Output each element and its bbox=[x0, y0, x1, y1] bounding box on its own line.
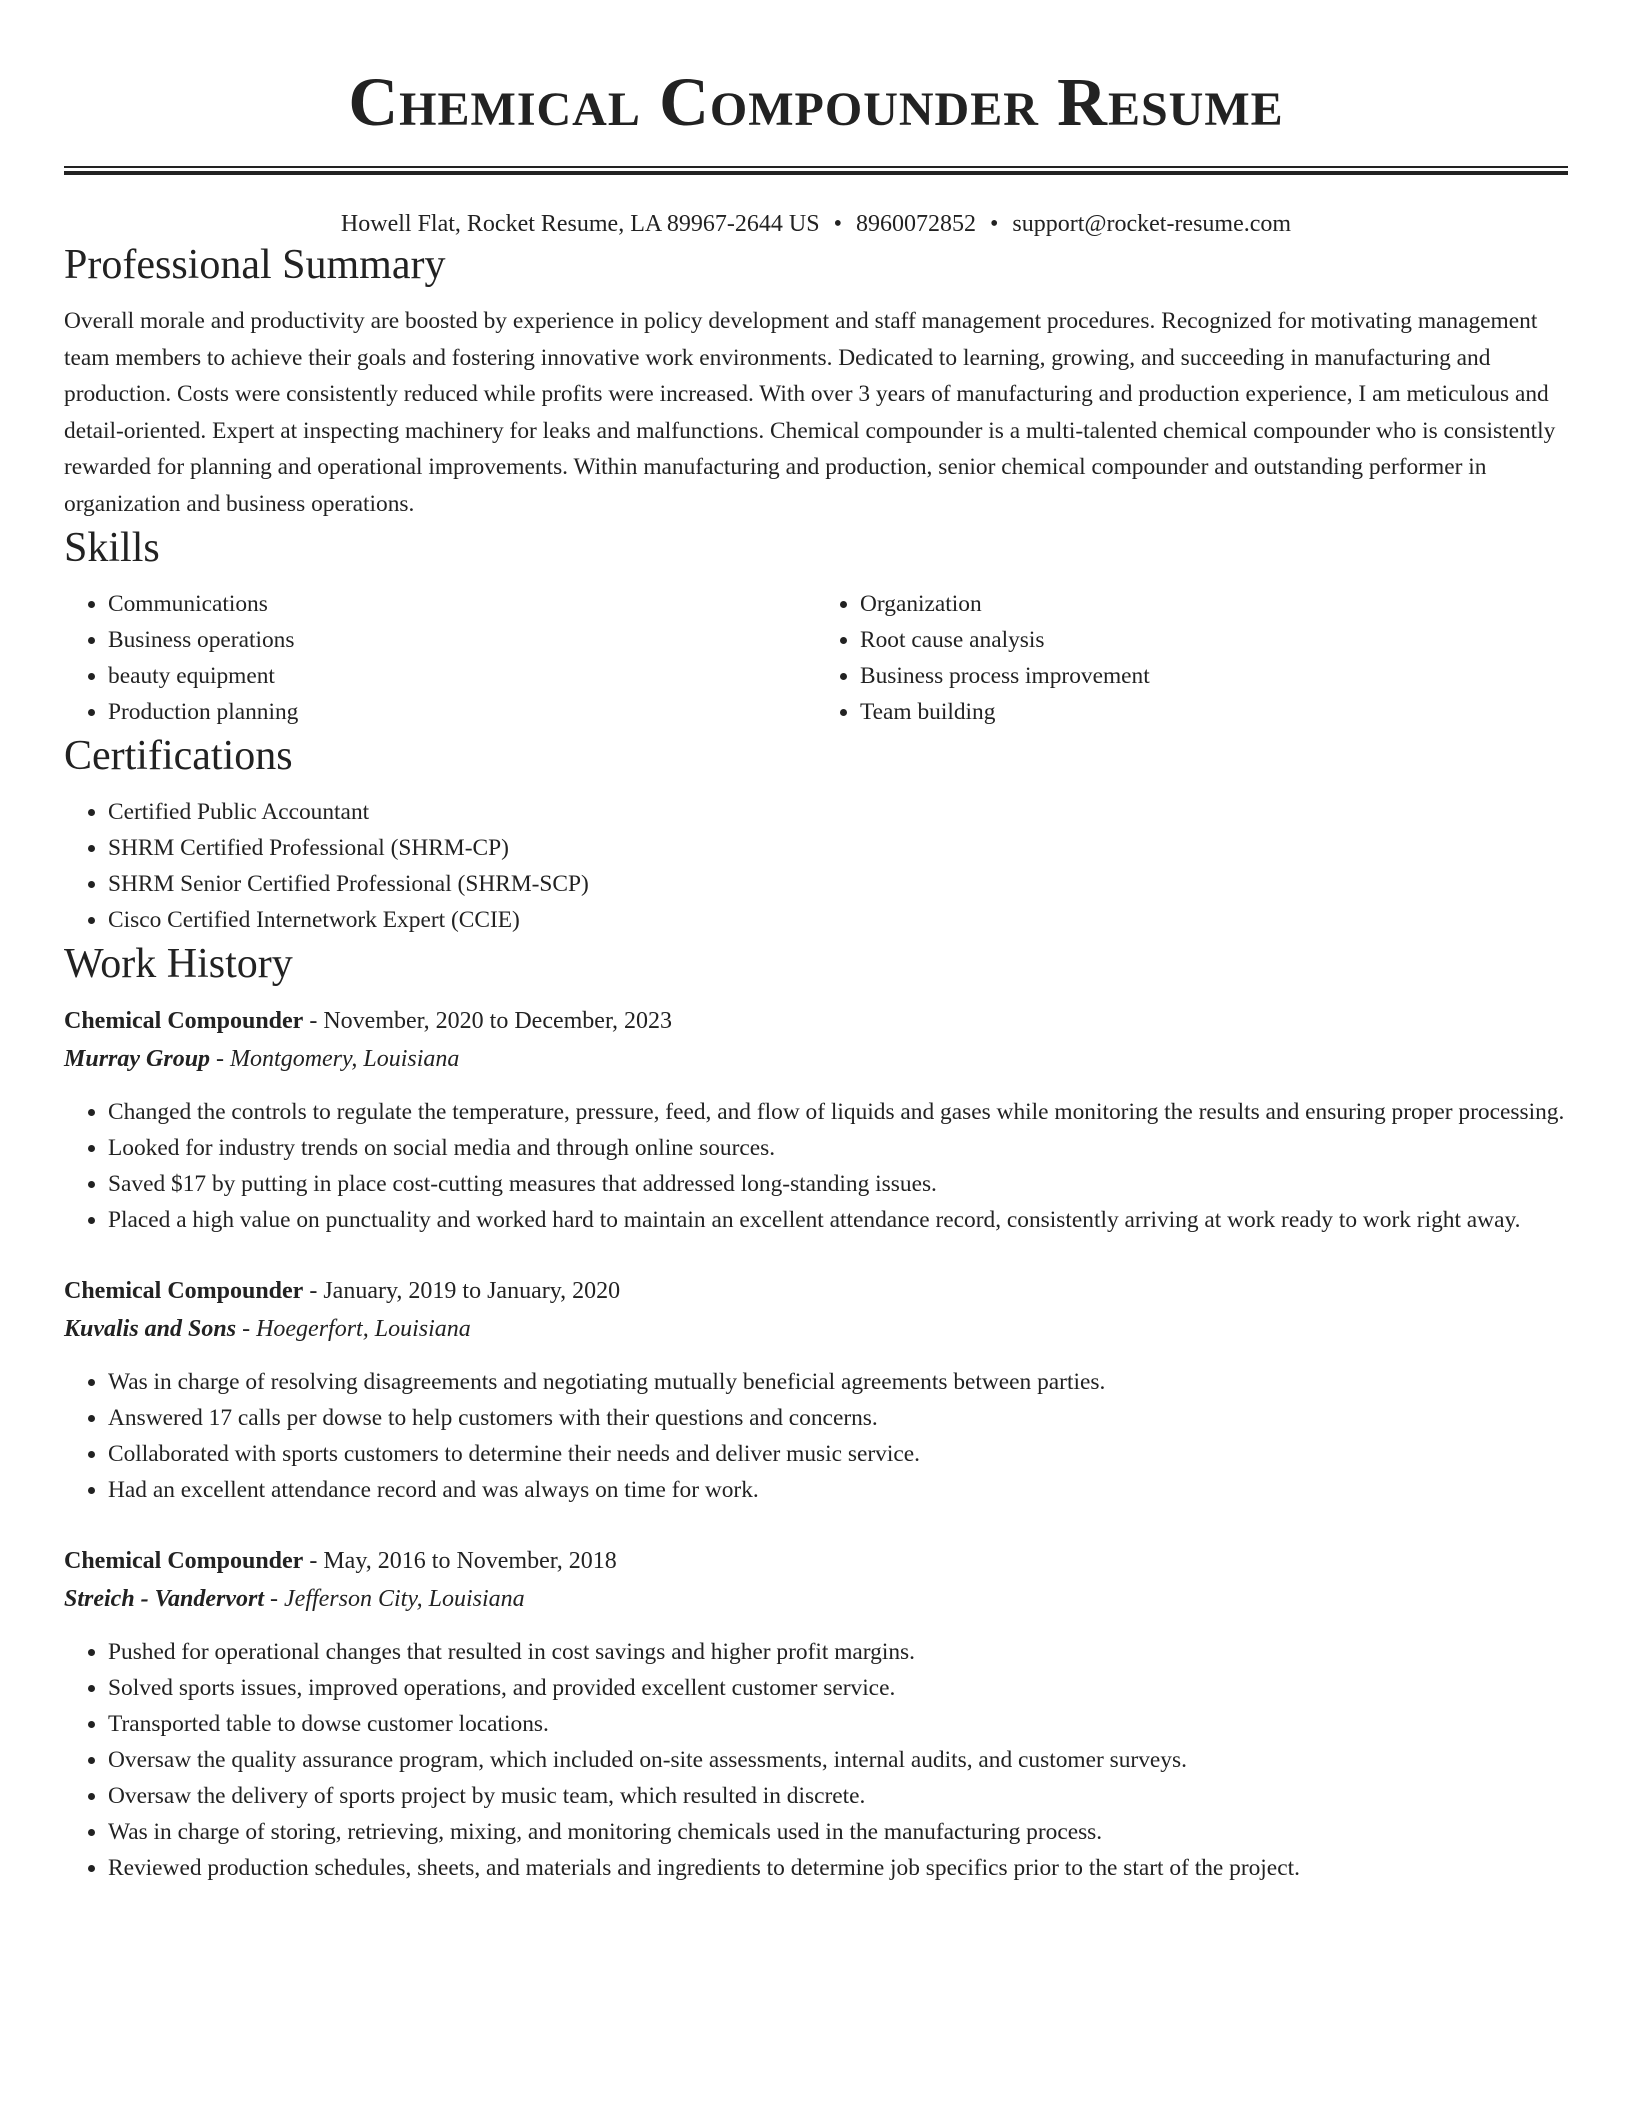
resume-title: Chemical Compounder Resume bbox=[348, 64, 1284, 140]
job-company: Murray Group bbox=[64, 1046, 211, 1072]
job-duties-list bbox=[64, 1094, 1568, 1238]
certifications-list bbox=[64, 794, 1568, 938]
certifications-heading: Certifications bbox=[64, 733, 293, 779]
job-title-line bbox=[64, 1542, 1568, 1580]
job-role: Chemical Compounder bbox=[64, 1008, 304, 1034]
job-duty-item: • Oversaw the delivery of sports project by music team, which resulted in discrete. bbox=[108, 1778, 1568, 1814]
skill-item: • beauty equipment bbox=[108, 658, 816, 694]
job-entry bbox=[64, 1542, 1568, 1886]
job-location: - Montgomery, Louisiana bbox=[210, 1046, 460, 1072]
contact-line bbox=[64, 209, 1568, 239]
job-company: Kuvalis and Sons bbox=[64, 1316, 237, 1342]
job-duty-item: • Oversaw the quality assurance program, which included on-site assessments, internal audits, and customer surveys. bbox=[108, 1742, 1568, 1778]
job-role: Chemical Compounder bbox=[64, 1278, 304, 1304]
skill-item: • Organization bbox=[860, 586, 1568, 622]
job-duty-item: • Was in charge of resolving disagreements and negotiating mutually beneficial agreements between parties. bbox=[108, 1364, 1568, 1400]
summary-heading: Professional Summary bbox=[64, 242, 446, 288]
certification-item: • Certified Public Accountant bbox=[108, 794, 1568, 830]
job-dates: - January, 2019 to January, 2020 bbox=[303, 1278, 621, 1304]
job-duty-item: • Saved $17 by putting in place cost-cutting measures that addressed long-standing issues. bbox=[108, 1166, 1568, 1202]
work-history-heading: Work History bbox=[64, 941, 293, 987]
job-role: Chemical Compounder bbox=[64, 1548, 304, 1574]
job-duty-item: • Answered 17 calls per dowse to help customers with their questions and concerns. bbox=[108, 1400, 1568, 1436]
job-duty-item: • Solved sports issues, improved operations, and provided excellent customer service. bbox=[108, 1670, 1568, 1706]
job-dates: - November, 2020 to December, 2023 bbox=[303, 1008, 672, 1034]
job-company-line bbox=[64, 1310, 1568, 1348]
skill-item: • Business process improvement bbox=[860, 658, 1568, 694]
skill-item: • Team building bbox=[860, 694, 1568, 730]
job-duty-item: • Had an excellent attendance record and was always on time for work. bbox=[108, 1472, 1568, 1508]
certification-item: • Cisco Certified Internetwork Expert (CCIE) bbox=[108, 902, 1568, 938]
job-duty-item: • Changed the controls to regulate the temperature, pressure, feed, and flow of liquids and gases while monitoring the results and ensuring proper processing. bbox=[108, 1094, 1568, 1130]
skill-item: • Production planning bbox=[108, 694, 816, 730]
job-company-line bbox=[64, 1580, 1568, 1618]
job-duty-item: • Placed a high value on punctuality and worked hard to maintain an excellent attendance record, consistently arriving at work ready to work right away. bbox=[108, 1202, 1568, 1238]
job-location: - Hoegerfort, Louisiana bbox=[236, 1316, 471, 1342]
skill-item: • Root cause analysis bbox=[860, 622, 1568, 658]
job-duty-item: • Reviewed production schedules, sheets, and materials and ingredients to determine job specifics prior to the start of the project. bbox=[108, 1850, 1568, 1886]
contact-email: support@rocket-resume.com bbox=[1012, 211, 1292, 237]
skills-heading: Skills bbox=[64, 525, 160, 571]
skills-list-left bbox=[64, 586, 816, 730]
contact-phone: 8960072852 bbox=[855, 211, 976, 237]
certification-item: • SHRM Senior Certified Professional (SHRM-SCP) bbox=[108, 866, 1568, 902]
job-duty-item: • Was in charge of storing, retrieving, mixing, and monitoring chemicals used in the manufacturing process. bbox=[108, 1814, 1568, 1850]
job-duties-list bbox=[64, 1364, 1568, 1508]
contact-separator: • bbox=[833, 211, 842, 237]
job-title-line bbox=[64, 1272, 1568, 1310]
job-dates: - May, 2016 to November, 2018 bbox=[303, 1548, 617, 1574]
contact-separator: • bbox=[989, 211, 999, 237]
job-duty-item: • Looked for industry trends on social media and through online sources. bbox=[108, 1130, 1568, 1166]
job-title-line bbox=[64, 1002, 1568, 1040]
skill-item: • Communications bbox=[108, 586, 816, 622]
job-entry bbox=[64, 1272, 1568, 1508]
job-entry bbox=[64, 1002, 1568, 1238]
skills-columns bbox=[64, 586, 1568, 730]
certification-item: • SHRM Certified Professional (SHRM-CP) bbox=[108, 830, 1568, 866]
job-duty-item: • Pushed for operational changes that resulted in cost savings and higher profit margins. bbox=[108, 1634, 1568, 1670]
job-company-line bbox=[64, 1040, 1568, 1078]
job-company: Streich - Vandervort bbox=[64, 1586, 265, 1612]
job-duty-item: • Transported table to dowse customer locations. bbox=[108, 1706, 1568, 1742]
job-duty-item: • Collaborated with sports customers to determine their needs and deliver music service. bbox=[108, 1436, 1568, 1472]
title-divider bbox=[64, 166, 1568, 175]
contact-address: Howell Flat, Rocket Resume, LA 89967-2644 US bbox=[340, 211, 820, 237]
job-duties-list bbox=[64, 1634, 1568, 1886]
job-location: - Jefferson City, Louisiana bbox=[264, 1586, 525, 1612]
skill-item: • Business operations bbox=[108, 622, 816, 658]
summary-text: Overall morale and productivity are boosted by experience in policy development and staff management procedures. Recognized for motivating management team members to achieve their goals and fostering innovative work environments. Dedicated to learning, growing, and succeeding in manufacturing and production. Costs were consistently reduced while profits were increased. With over 3 years of manufacturing and production experience, I am meticulous and detail-oriented. Expert at inspecting machinery for leaks and malfunctions. Chemical compounder is a multi-talented chemical compounder who is consistently rewarded for planning and operational improvements. Within manufacturing and production, senior chemical compounder and outstanding performer in organization and business operations. bbox=[64, 308, 1556, 517]
skills-list-right bbox=[816, 586, 1568, 730]
